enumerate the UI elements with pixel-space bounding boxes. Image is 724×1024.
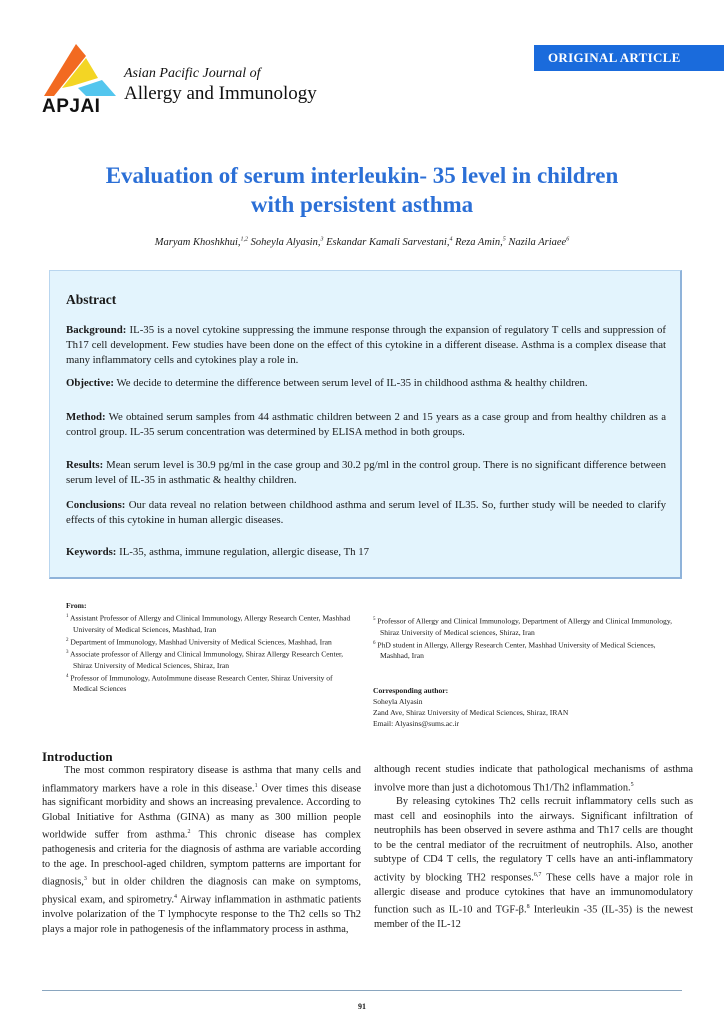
affiliation-item: $^4$ Professor of Immunology, AutoImmune disease Research Center, Shiraz University of Medical Sciences bbox=[66, 673, 333, 694]
author: Reza Amin,$^5$ bbox=[455, 236, 506, 248]
journal-name-line1: Asian Pacific Journal of bbox=[124, 66, 261, 81]
abstract-method: Method: We obtained serum samples from 44 asthmatic children between 2 and 15 years as a case group and from healthy children as a control group. IL-35 serum concentration was determined by ELISA method in both groups. bbox=[66, 411, 666, 438]
footer-divider bbox=[42, 990, 682, 991]
affiliations-left bbox=[66, 600, 356, 694]
affiliation-item: $^5$ Professor of Allergy and Clinical Immunology, Department of Allergy and Clinical Immunology, Shiraz University of Medical sciences, Shiraz, Iran bbox=[373, 616, 673, 637]
logo-wordmark: APJAI bbox=[42, 96, 101, 117]
page-number: 91 bbox=[358, 1002, 366, 1011]
citation-ref[interactable]: 5 bbox=[630, 781, 634, 788]
corresponding-name: Soheyla Alyasin bbox=[373, 697, 423, 706]
corresponding-label: Corresponding author: bbox=[373, 686, 449, 695]
affiliation-item: $^2$ Department of Immunology, Mashhad University of Medical Sciences, Mashhad, Iran bbox=[66, 637, 332, 647]
citation-ref[interactable]: 3 bbox=[83, 876, 87, 883]
citation-ref[interactable]: 1 bbox=[254, 782, 258, 789]
affiliations-right bbox=[373, 614, 673, 661]
intro-column-left bbox=[42, 764, 361, 937]
author: Nazila Ariaee$^6$ bbox=[508, 236, 570, 248]
journal-name-line2: Allergy and Immunology bbox=[124, 83, 317, 104]
abstract-heading: Abstract bbox=[66, 292, 117, 307]
citation-ref[interactable]: 4 bbox=[174, 894, 177, 901]
citation-ref[interactable]: 6,7 bbox=[533, 871, 542, 878]
affiliation-item: $^6$ PhD student in Allergy, Allergy Research Center, Mashhad University of Medical Sciences, Mashhad, Iran bbox=[373, 640, 656, 661]
title-line-1: Evaluation of serum interleukin- 35 level in children bbox=[105, 163, 619, 188]
intro-column-right bbox=[374, 763, 693, 933]
citation-ref[interactable]: 2 bbox=[187, 829, 191, 836]
affiliations-label: From: bbox=[66, 601, 87, 610]
intro-paragraph: By releasing cytokines Th2 cells recruit inflammatory cells such as mast cell and eosinophils into the airways. Significant infiltration of neutrophils has been observed in severe asthma and Th17 cells are thought to be the central mediator of the recruitment of neutrophils. Also, another subtype of CD4 T cells, the regulatory T cells have an anti-inflammatory activity by blocking TH2 responses.$^{6,7}$ These cells have a major role in allergic disease and produce cytokines that have an immunomodulatory function such as IL-10 and TGF-β.$^8$ Interleukin -35 (IL-35) is the newest member of the IL-12 bbox=[374, 796, 693, 931]
article-title bbox=[0, 161, 724, 219]
corresponding-email[interactable]: Email: Alyasins@sums.ac.ir bbox=[373, 719, 460, 728]
affiliation-item: $^3$ Associate professor of Allergy and Clinical Immunology, Shiraz Allergy Research Center, Shiraz University of Medical Sciences, Shiraz, Iran bbox=[66, 649, 344, 670]
author: Maryam Khoshkhui,$^{1,2}$ bbox=[154, 236, 249, 248]
author-list bbox=[0, 236, 724, 248]
abstract-keywords: Keywords: IL-35, asthma, immune regulation, allergic disease, Th 17 bbox=[66, 546, 370, 558]
corresponding-address: Zand Ave, Shiraz University of Medical Sciences, Shiraz, IRAN bbox=[373, 708, 569, 717]
corresponding-author bbox=[373, 685, 673, 729]
intro-paragraph: The most common respiratory disease is asthma that many cells and inflammatory markers have a role in this disease.$^1$ Over times this disease has significant morbidity and shows an increasing prevalence. According to Global Initiative for Asthma (GINA) as many as 300 million people worldwide suffer from asthma.$^2$ This chronic disease has complex pathogenesis and criteria for the diagnosis of asthma are variable according to the age. In preschool-aged children, symptom patterns are important for diagnosis,$^3$ but in older children the diagnosis can make on symptoms, physical exam, and spirometry.$^4$ Airway inflammation in asthmatic patients involve polarization of the T lymphocyte response to the Th2 cells so Th2 plays a major role in pathogenesis of the inflammatory process in asthma, bbox=[42, 765, 361, 935]
abstract-background: Background: IL-35 is a novel cytokine suppressing the immune response through the expansion of regulatory T cells and suppression of Th17 cell development. Few studies have been done on the effect of this cytokine in a different disease. Asthma is a complex disease that many inflammatory cells and cytokines play a role in. bbox=[66, 324, 666, 366]
title-line-2: with persistent asthma bbox=[250, 192, 474, 217]
logo-triangle-icon bbox=[42, 42, 122, 98]
citation-ref[interactable]: 8 bbox=[526, 904, 530, 911]
abstract-objective: Objective: We decide to determine the difference between serum level of IL-35 in childhood asthma & healthy children. bbox=[66, 377, 588, 389]
author: Eskandar Kamali Sarvestani,$^4$ bbox=[326, 236, 453, 248]
article-type-badge: ORIGINAL ARTICLE bbox=[534, 45, 724, 71]
author: Soheyla Alyasin,$^3$ bbox=[250, 236, 324, 248]
intro-paragraph: although recent studies indicate that pathological mechanisms of asthma involve more than just a dichotomous Th1/Th2 inflammation.$^5$ bbox=[374, 764, 693, 793]
introduction-heading: Introduction bbox=[42, 749, 113, 764]
affiliation-item: $^1$ Assistant Professor of Allergy and Clinical Immunology, Allergy Research Center, Mashhad University of Medical Sciences, Mashhad, Iran bbox=[66, 613, 351, 634]
abstract-results: Results: Mean serum level is 30.9 pg/ml in the case group and 30.2 pg/ml in the control group. There is no significant difference between serum level of IL-35 in asthmatic & healthy children. bbox=[66, 459, 667, 486]
abstract-conclusions: Conclusions: Our data reveal no relation between childhood asthma and serum level of IL35. So, further study will be needed to clarify effects of this cytokine in human allergic diseases. bbox=[66, 499, 667, 526]
